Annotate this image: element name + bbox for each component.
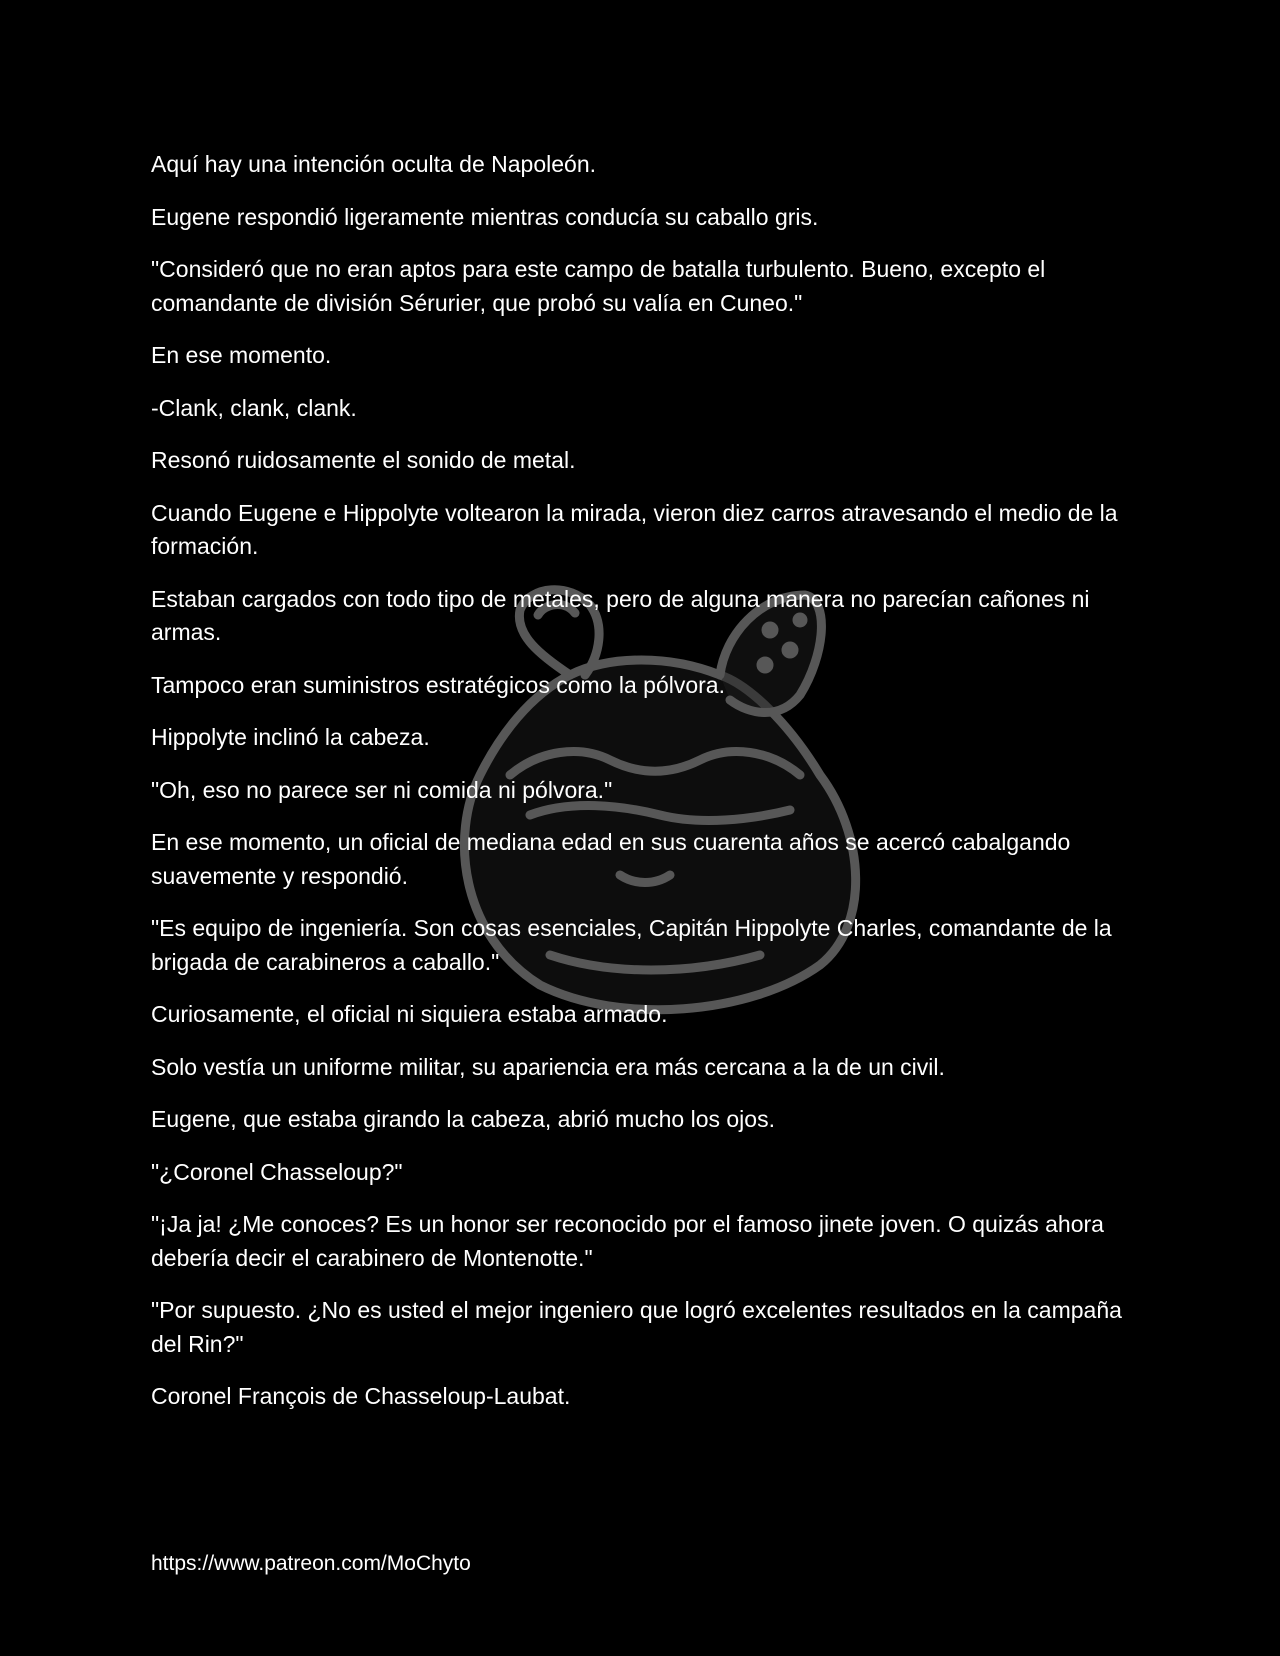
paragraph: Eugene respondió ligeramente mientras conducía su caballo gris. xyxy=(151,203,819,230)
paragraph: En ese momento. xyxy=(151,342,332,368)
paragraph: Solo vestía un uniforme militar, su apariencia era más cercana a la de un civil. xyxy=(151,1053,945,1080)
paragraph: "¡Ja ja! ¿Me conoces? Es un honor ser reconocido por el famoso jinete joven. O quizás ahora debería decir el carabinero de Montenotte." xyxy=(151,1211,1104,1271)
paragraph: Hippolyte inclinó la cabeza. xyxy=(151,724,430,750)
story-text xyxy=(151,148,1141,1433)
paragraph: "Oh, eso no parece ser ni comida ni pólvora." xyxy=(151,776,613,803)
paragraph: "Consideró que no eran aptos para este campo de batalla turbulento. Bueno, excepto el comandante de división Sérurier, que probó su valía en Cuneo." xyxy=(151,256,1046,316)
paragraph: "¿Coronel Chasseloup?" xyxy=(151,1158,403,1185)
paragraph: En ese momento, un oficial de mediana edad en sus cuarenta años se acercó cabalgando suavemente y respondió. xyxy=(151,829,1071,889)
paragraph: Cuando Eugene e Hippolyte voltearon la mirada, vieron diez carros atravesando el medio de la formación. xyxy=(151,499,1118,559)
paragraph: Curiosamente, el oficial ni siquiera estaba armado. xyxy=(151,1001,668,1027)
paragraph: Resonó ruidosamente el sonido de metal. xyxy=(151,447,576,473)
paragraph: Aquí hay una intención oculta de Napoleón. xyxy=(151,151,596,177)
patreon-link[interactable]: https://www.patreon.com/MoChyto xyxy=(151,1552,471,1575)
paragraph: Estaban cargados con todo tipo de metales, pero de alguna manera no parecían cañones ni armas. xyxy=(151,585,1090,645)
paragraph: -Clank, clank, clank. xyxy=(151,394,357,421)
paragraph: "Es equipo de ingeniería. Son cosas esenciales, Capitán Hippolyte Charles, comandante de la brigada de carabineros a caballo." xyxy=(151,915,1112,975)
paragraph: Tampoco eran suministros estratégicos como la pólvora. xyxy=(151,671,725,698)
paragraph: "Por supuesto. ¿No es usted el mejor ingeniero que logró excelentes resultados en la campaña del Rin?" xyxy=(151,1297,1122,1357)
paragraph: Eugene, que estaba girando la cabeza, abrió mucho los ojos. xyxy=(151,1106,775,1132)
paragraph: Coronel François de Chasseloup-Laubat. xyxy=(151,1383,571,1409)
